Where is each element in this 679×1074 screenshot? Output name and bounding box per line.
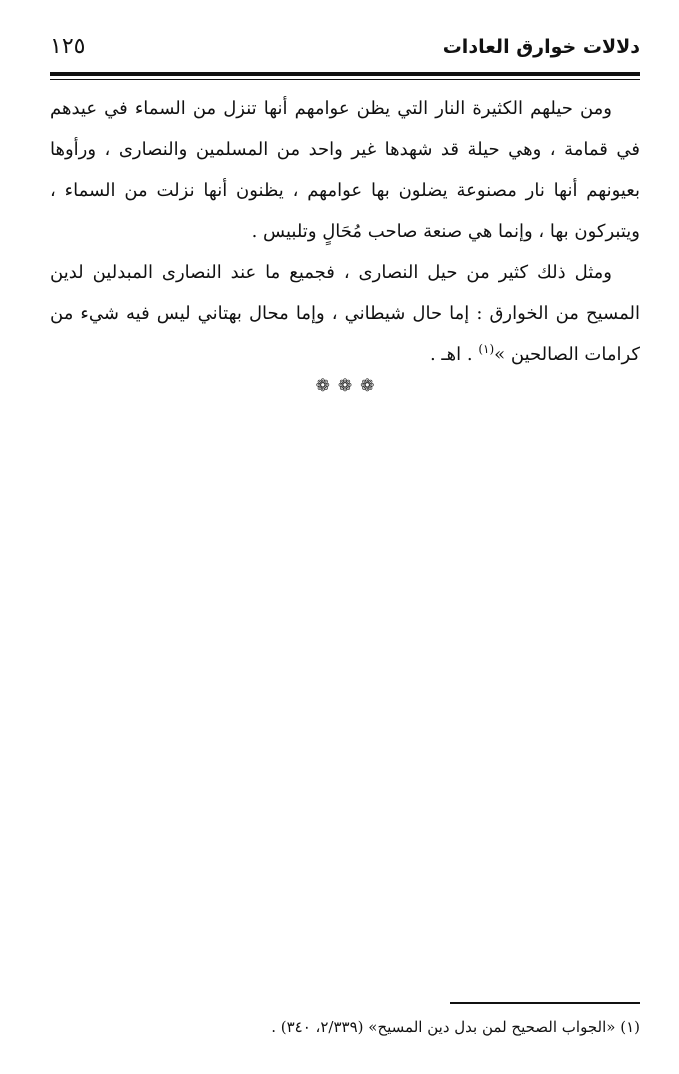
page-header [50,32,640,66]
footnote: (١) «الجواب الصحيح لمن بدل دين المسيح» (٢/٣٣٩، ٣٤٠) . [271,1018,640,1036]
running-title: دلالات خوارق العادات [442,36,640,58]
header-rule-thick [50,72,640,76]
section-divider-ornaments [290,376,400,406]
flower-ornament-icon: ❁ [337,376,353,396]
paragraph-2 [50,252,640,375]
paragraph-2-ending: . اهـ . [429,344,479,365]
paragraph-1: ومن حيلهم الكثيرة النار التي يظن عوامهم أنها تنزل من السماء في عيدهم في قمامة ، وهي حيلة قد شهدها غير واحد من المسلمين والنصارى ، ورأوها بعيونهم أنها نار مصنوعة يضلون بها عوامهم ، يظنون أنها نزلت من السماء ، ويتبركون بها ، وإنما هي صنعة صاحب مُحَالٍ وتلبيس . [50,98,640,242]
flower-ornament-icon: ❁ [360,376,375,396]
footnote-reference: (١) [478,342,495,356]
paragraph-2-text: ومثل ذلك كثير من حيل النصارى ، فجميع ما عند النصارى المبدلين لدين المسيح من الخوارق : إما حال شيطاني ، وإما محال بهتاني ليس فيه شيء من كرامات الصالحين » [50,262,640,365]
main-text [50,88,640,375]
footnote-separator [450,1002,640,1004]
flower-ornament-icon: ❁ [315,376,330,396]
header-rule-thin [50,79,640,80]
page-number: ١٢٥ [50,34,86,59]
